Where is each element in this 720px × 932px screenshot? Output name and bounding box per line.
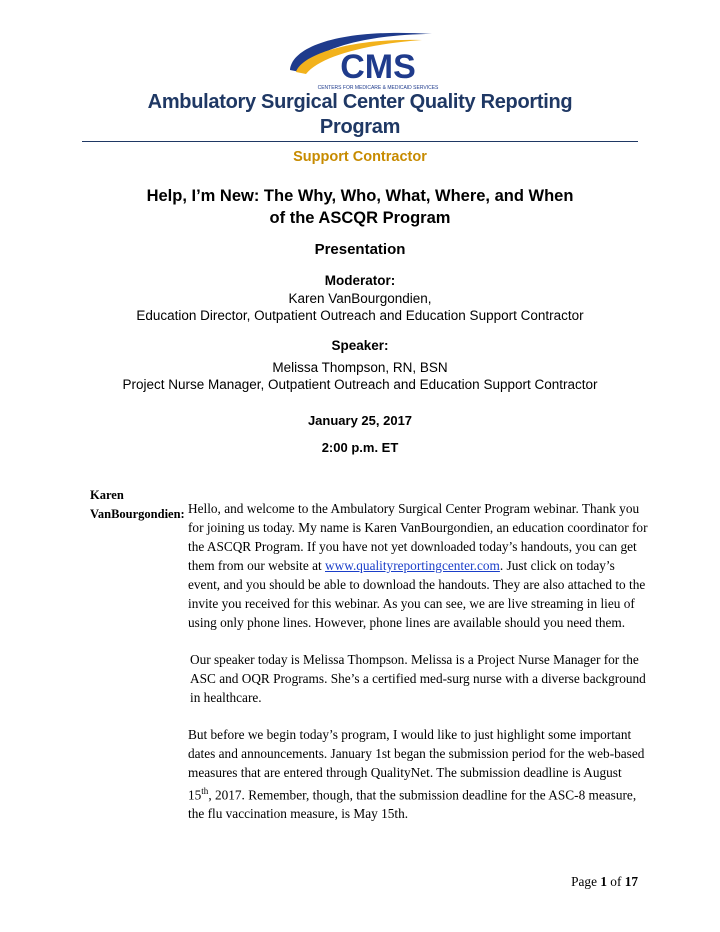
document-title-line2: of the ASCQR Program bbox=[269, 209, 451, 227]
website-link[interactable]: www.qualityreportingcenter.com bbox=[325, 558, 500, 573]
transcript-speaker bbox=[90, 486, 185, 524]
header-divider bbox=[82, 141, 638, 142]
footer-total-pages: 17 bbox=[624, 874, 638, 889]
speaker-label: Speaker: bbox=[331, 338, 389, 353]
transcript-p3-text-b: , 2017. Remember, though, that the submission deadline for the ASC-8 measure, the flu vaccination measure, is May 15th. bbox=[188, 787, 637, 822]
transcript-speaker-line1: Karen bbox=[90, 488, 124, 502]
transcript-paragraph-1 bbox=[188, 499, 648, 632]
speaker-name: Melissa Thompson, RN, BSN bbox=[272, 360, 448, 375]
cms-logo-subtext: CENTERS FOR MEDICARE & MEDICAID SERVICES bbox=[317, 85, 439, 91]
presentation-label: Presentation bbox=[314, 241, 406, 258]
moderator-label: Moderator: bbox=[324, 273, 396, 288]
footer-page-number: 1 bbox=[600, 874, 607, 889]
transcript-p3-text-a: But before we begin today’s program, I would like to just highlight some important dates and announcements. January 1st began the submission period for the web-based measures that are entered through QualityNet. The submission deadline is August 15 bbox=[188, 727, 645, 803]
transcript-body bbox=[188, 499, 648, 841]
transcript-p3-superscript: th bbox=[201, 786, 209, 796]
transcript-p1-text-b: . Just click on today’s event, and you should be able to download the handouts. They are also attached to the invite you received for this webinar. As you can see, we are live streaming in lieu of using only phone lines. However, phone lines are available should you need them. bbox=[188, 558, 646, 630]
transcript-paragraph-3 bbox=[188, 725, 648, 823]
transcript-p1-text-a: Hello, and welcome to the Ambulatory Surgical Center Program webinar. Thank you for joining us today. My name is Karen VanBourgondien, an education coordinator for the ASCQR Program. If you have not yet downloaded today’s handouts, you can get them from our website at bbox=[188, 501, 648, 573]
cms-logo-text: CMS bbox=[340, 48, 416, 86]
document-title bbox=[82, 185, 638, 229]
footer-page-word: Page bbox=[571, 874, 597, 889]
program-title-line1: Ambulatory Surgical Center Quality Reporting bbox=[147, 91, 573, 113]
moderator-role: Education Director, Outpatient Outreach and Education Support Contractor bbox=[136, 308, 584, 323]
page-footer bbox=[571, 874, 638, 890]
transcript-paragraph-2: Our speaker today is Melissa Thompson. Melissa is a Project Nurse Manager for the ASC and OQR Programs. She’s a certified med-surg nurse with a diverse background in healthcare. bbox=[190, 652, 646, 705]
footer-of-word: of bbox=[610, 874, 622, 889]
program-title-line2: Program bbox=[319, 116, 401, 138]
program-title bbox=[82, 90, 638, 140]
event-date: January 25, 2017 bbox=[307, 413, 413, 428]
cms-logo bbox=[282, 26, 444, 94]
event-time: 2:00 p.m. ET bbox=[321, 440, 399, 455]
transcript-speaker-line2: VanBourgondien: bbox=[90, 507, 185, 521]
speaker-role: Project Nurse Manager, Outpatient Outreach and Education Support Contractor bbox=[122, 377, 598, 392]
support-contractor-label: Support Contractor bbox=[293, 149, 427, 165]
moderator-name: Karen VanBourgondien, bbox=[288, 291, 432, 306]
document-title-line1: Help, I’m New: The Why, Who, What, Where, and When bbox=[146, 187, 574, 205]
